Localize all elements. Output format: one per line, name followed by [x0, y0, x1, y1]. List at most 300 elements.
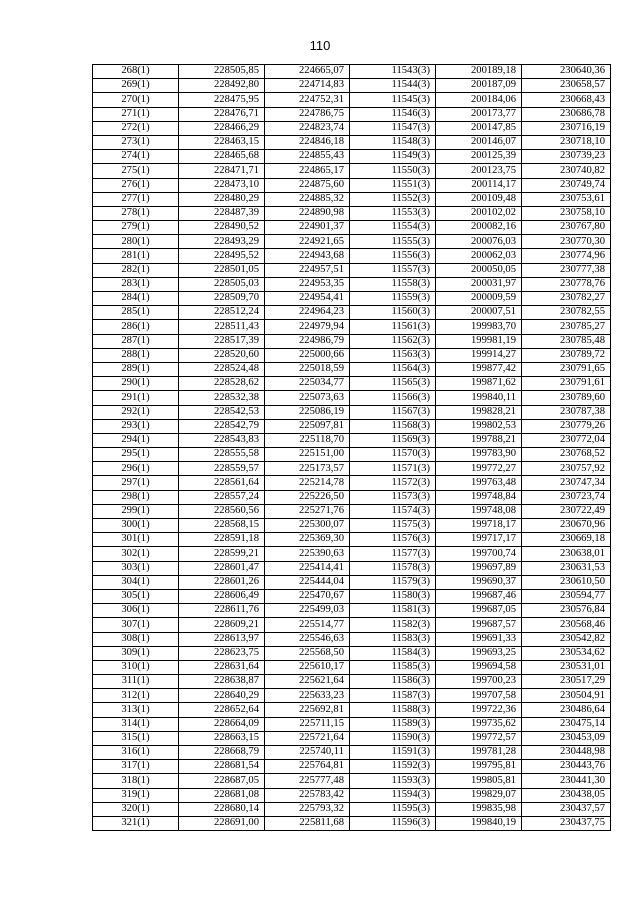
y-coordinate-cell: 230448,98	[522, 746, 611, 760]
x-coordinate-cell: 228505,85	[179, 65, 265, 79]
x-coordinate-cell: 199781,28	[436, 746, 522, 760]
point-id-cell: 319(1)	[93, 788, 179, 802]
x-coordinate-cell: 228465,68	[179, 150, 265, 164]
y-coordinate-cell: 230779,26	[522, 419, 611, 433]
point-id-cell: 11555(3)	[350, 235, 436, 249]
x-coordinate-cell: 200125,39	[436, 150, 522, 164]
table-row	[93, 150, 611, 164]
table-row	[93, 561, 611, 575]
y-coordinate-cell: 230517,29	[522, 675, 611, 689]
x-coordinate-cell: 199722,36	[436, 703, 522, 717]
y-coordinate-cell: 225369,30	[265, 533, 350, 547]
y-coordinate-cell: 230669,18	[522, 533, 611, 547]
table-row	[93, 121, 611, 135]
table-row	[93, 604, 611, 618]
x-coordinate-cell: 199690,37	[436, 575, 522, 589]
point-id-cell: 315(1)	[93, 731, 179, 745]
table-row	[93, 774, 611, 788]
point-id-cell: 317(1)	[93, 760, 179, 774]
point-id-cell: 296(1)	[93, 462, 179, 476]
x-coordinate-cell: 228663,15	[179, 731, 265, 745]
x-coordinate-cell: 228528,62	[179, 377, 265, 391]
y-coordinate-cell: 225793,32	[265, 802, 350, 816]
point-id-cell: 11565(3)	[350, 377, 436, 391]
point-id-cell: 269(1)	[93, 79, 179, 93]
point-id-cell: 316(1)	[93, 746, 179, 760]
y-coordinate-cell: 230770,30	[522, 235, 611, 249]
table-row	[93, 717, 611, 731]
x-coordinate-cell: 200009,59	[436, 292, 522, 306]
table-row	[93, 589, 611, 603]
x-coordinate-cell: 228492,80	[179, 79, 265, 93]
y-coordinate-cell: 225811,68	[265, 816, 350, 830]
point-id-cell: 11591(3)	[350, 746, 436, 760]
point-id-cell: 11569(3)	[350, 433, 436, 447]
table-row	[93, 377, 611, 391]
x-coordinate-cell: 228543,83	[179, 433, 265, 447]
y-coordinate-cell: 225621,64	[265, 675, 350, 689]
x-coordinate-cell: 228601,26	[179, 575, 265, 589]
x-coordinate-cell: 228561,64	[179, 476, 265, 490]
y-coordinate-cell: 224752,31	[265, 93, 350, 107]
y-coordinate-cell: 224921,65	[265, 235, 350, 249]
x-coordinate-cell: 199694,58	[436, 660, 522, 674]
table-row	[93, 178, 611, 192]
y-coordinate-cell: 224953,35	[265, 277, 350, 291]
table-row	[93, 547, 611, 561]
point-id-cell: 11545(3)	[350, 93, 436, 107]
y-coordinate-cell: 230772,04	[522, 433, 611, 447]
x-coordinate-cell: 199700,74	[436, 547, 522, 561]
y-coordinate-cell: 230789,60	[522, 391, 611, 405]
point-id-cell: 11596(3)	[350, 816, 436, 830]
x-coordinate-cell: 228480,29	[179, 192, 265, 206]
x-coordinate-cell: 199795,81	[436, 760, 522, 774]
y-coordinate-cell: 224964,23	[265, 306, 350, 320]
y-coordinate-cell: 225711,15	[265, 717, 350, 731]
y-coordinate-cell: 230443,76	[522, 760, 611, 774]
x-coordinate-cell: 200147,85	[436, 121, 522, 135]
table-row	[93, 65, 611, 79]
point-id-cell: 272(1)	[93, 121, 179, 135]
point-id-cell: 305(1)	[93, 589, 179, 603]
table-row	[93, 689, 611, 703]
point-id-cell: 284(1)	[93, 292, 179, 306]
x-coordinate-cell: 199735,62	[436, 717, 522, 731]
point-id-cell: 11559(3)	[350, 292, 436, 306]
point-id-cell: 11575(3)	[350, 519, 436, 533]
y-coordinate-cell: 230753,61	[522, 192, 611, 206]
y-coordinate-cell: 230438,05	[522, 788, 611, 802]
x-coordinate-cell: 199687,57	[436, 618, 522, 632]
y-coordinate-cell: 230437,57	[522, 802, 611, 816]
coordinates-table	[92, 64, 611, 831]
x-coordinate-cell: 228495,52	[179, 249, 265, 263]
y-coordinate-cell: 225610,17	[265, 660, 350, 674]
table-row	[93, 476, 611, 490]
y-coordinate-cell: 230758,10	[522, 206, 611, 220]
y-coordinate-cell: 225390,63	[265, 547, 350, 561]
x-coordinate-cell: 228473,10	[179, 178, 265, 192]
point-id-cell: 11586(3)	[350, 675, 436, 689]
x-coordinate-cell: 200173,77	[436, 107, 522, 121]
y-coordinate-cell: 230441,30	[522, 774, 611, 788]
y-coordinate-cell: 224823,74	[265, 121, 350, 135]
y-coordinate-cell: 230631,53	[522, 561, 611, 575]
x-coordinate-cell: 199805,81	[436, 774, 522, 788]
point-id-cell: 11577(3)	[350, 547, 436, 561]
x-coordinate-cell: 199763,48	[436, 476, 522, 490]
point-id-cell: 292(1)	[93, 405, 179, 419]
point-id-cell: 321(1)	[93, 816, 179, 830]
point-id-cell: 270(1)	[93, 93, 179, 107]
table-row	[93, 788, 611, 802]
y-coordinate-cell: 225568,50	[265, 646, 350, 660]
y-coordinate-cell: 230785,48	[522, 334, 611, 348]
x-coordinate-cell: 228557,24	[179, 490, 265, 504]
table-row	[93, 348, 611, 362]
x-coordinate-cell: 228471,71	[179, 164, 265, 178]
x-coordinate-cell: 228611,76	[179, 604, 265, 618]
y-coordinate-cell: 230718,10	[522, 135, 611, 149]
table-row	[93, 618, 611, 632]
y-coordinate-cell: 230640,36	[522, 65, 611, 79]
table-row	[93, 263, 611, 277]
x-coordinate-cell: 228542,79	[179, 419, 265, 433]
point-id-cell: 11551(3)	[350, 178, 436, 192]
y-coordinate-cell: 230739,23	[522, 150, 611, 164]
point-id-cell: 294(1)	[93, 433, 179, 447]
x-coordinate-cell: 200102,02	[436, 206, 522, 220]
point-id-cell: 11560(3)	[350, 306, 436, 320]
y-coordinate-cell: 224986,79	[265, 334, 350, 348]
y-coordinate-cell: 225173,57	[265, 462, 350, 476]
x-coordinate-cell: 200076,03	[436, 235, 522, 249]
point-id-cell: 11572(3)	[350, 476, 436, 490]
x-coordinate-cell: 199687,05	[436, 604, 522, 618]
point-id-cell: 11571(3)	[350, 462, 436, 476]
x-coordinate-cell: 228599,21	[179, 547, 265, 561]
point-id-cell: 268(1)	[93, 65, 179, 79]
point-id-cell: 312(1)	[93, 689, 179, 703]
x-coordinate-cell: 199693,25	[436, 646, 522, 660]
point-id-cell: 11574(3)	[350, 504, 436, 518]
y-coordinate-cell: 225692,81	[265, 703, 350, 717]
y-coordinate-cell: 225086,19	[265, 405, 350, 419]
point-id-cell: 271(1)	[93, 107, 179, 121]
point-id-cell: 278(1)	[93, 206, 179, 220]
y-coordinate-cell: 230791,65	[522, 362, 611, 376]
x-coordinate-cell: 200189,18	[436, 65, 522, 79]
point-id-cell: 11579(3)	[350, 575, 436, 589]
x-coordinate-cell: 199840,11	[436, 391, 522, 405]
x-coordinate-cell: 199718,17	[436, 519, 522, 533]
table-row	[93, 206, 611, 220]
point-id-cell: 320(1)	[93, 802, 179, 816]
point-id-cell: 297(1)	[93, 476, 179, 490]
point-id-cell: 300(1)	[93, 519, 179, 533]
point-id-cell: 288(1)	[93, 348, 179, 362]
y-coordinate-cell: 225214,78	[265, 476, 350, 490]
table-row	[93, 362, 611, 376]
table-row	[93, 405, 611, 419]
y-coordinate-cell: 230774,96	[522, 249, 611, 263]
y-coordinate-cell: 230594,77	[522, 589, 611, 603]
y-coordinate-cell: 224786,75	[265, 107, 350, 121]
y-coordinate-cell: 230668,43	[522, 93, 611, 107]
point-id-cell: 11544(3)	[350, 79, 436, 93]
table-row	[93, 419, 611, 433]
point-id-cell: 11554(3)	[350, 221, 436, 235]
x-coordinate-cell: 228524,48	[179, 362, 265, 376]
table-row	[93, 93, 611, 107]
point-id-cell: 11595(3)	[350, 802, 436, 816]
y-coordinate-cell: 225633,23	[265, 689, 350, 703]
y-coordinate-cell: 230568,46	[522, 618, 611, 632]
point-id-cell: 11566(3)	[350, 391, 436, 405]
table-row	[93, 391, 611, 405]
point-id-cell: 279(1)	[93, 221, 179, 235]
point-id-cell: 11573(3)	[350, 490, 436, 504]
y-coordinate-cell: 225414,41	[265, 561, 350, 575]
y-coordinate-cell: 230658,57	[522, 79, 611, 93]
point-id-cell: 293(1)	[93, 419, 179, 433]
y-coordinate-cell: 230486,64	[522, 703, 611, 717]
point-id-cell: 11563(3)	[350, 348, 436, 362]
y-coordinate-cell: 230777,38	[522, 263, 611, 277]
point-id-cell: 310(1)	[93, 660, 179, 674]
table-row	[93, 292, 611, 306]
x-coordinate-cell: 199983,70	[436, 320, 522, 334]
table-row	[93, 519, 611, 533]
point-id-cell: 275(1)	[93, 164, 179, 178]
point-id-cell: 11558(3)	[350, 277, 436, 291]
x-coordinate-cell: 199840,19	[436, 816, 522, 830]
y-coordinate-cell: 225097,81	[265, 419, 350, 433]
y-coordinate-cell: 224979,94	[265, 320, 350, 334]
x-coordinate-cell: 199877,42	[436, 362, 522, 376]
point-id-cell: 11589(3)	[350, 717, 436, 731]
x-coordinate-cell: 199687,46	[436, 589, 522, 603]
point-id-cell: 281(1)	[93, 249, 179, 263]
y-coordinate-cell: 225000,66	[265, 348, 350, 362]
point-id-cell: 11570(3)	[350, 448, 436, 462]
x-coordinate-cell: 200187,09	[436, 79, 522, 93]
table-row	[93, 135, 611, 149]
y-coordinate-cell: 230778,76	[522, 277, 611, 291]
y-coordinate-cell: 230638,01	[522, 547, 611, 561]
y-coordinate-cell: 225271,76	[265, 504, 350, 518]
y-coordinate-cell: 225470,67	[265, 589, 350, 603]
table-row	[93, 533, 611, 547]
x-coordinate-cell: 199707,58	[436, 689, 522, 703]
point-id-cell: 11583(3)	[350, 632, 436, 646]
y-coordinate-cell: 225499,03	[265, 604, 350, 618]
point-id-cell: 11582(3)	[350, 618, 436, 632]
x-coordinate-cell: 228668,79	[179, 746, 265, 760]
x-coordinate-cell: 228532,38	[179, 391, 265, 405]
x-coordinate-cell: 228606,49	[179, 589, 265, 603]
x-coordinate-cell: 228559,57	[179, 462, 265, 476]
y-coordinate-cell: 225783,42	[265, 788, 350, 802]
x-coordinate-cell: 199835,98	[436, 802, 522, 816]
y-coordinate-cell: 230768,52	[522, 448, 611, 462]
y-coordinate-cell: 230504,91	[522, 689, 611, 703]
table-row	[93, 575, 611, 589]
x-coordinate-cell: 228520,60	[179, 348, 265, 362]
point-id-cell: 286(1)	[93, 320, 179, 334]
point-id-cell: 318(1)	[93, 774, 179, 788]
x-coordinate-cell: 228517,39	[179, 334, 265, 348]
x-coordinate-cell: 228680,14	[179, 802, 265, 816]
table-row	[93, 632, 611, 646]
point-id-cell: 313(1)	[93, 703, 179, 717]
point-id-cell: 302(1)	[93, 547, 179, 561]
y-coordinate-cell: 224890,98	[265, 206, 350, 220]
table-row	[93, 660, 611, 674]
point-id-cell: 11592(3)	[350, 760, 436, 774]
y-coordinate-cell: 230670,96	[522, 519, 611, 533]
y-coordinate-cell: 224885,32	[265, 192, 350, 206]
y-coordinate-cell: 224954,41	[265, 292, 350, 306]
x-coordinate-cell: 228476,71	[179, 107, 265, 121]
y-coordinate-cell: 230610,50	[522, 575, 611, 589]
x-coordinate-cell: 228568,15	[179, 519, 265, 533]
x-coordinate-cell: 199748,84	[436, 490, 522, 504]
y-coordinate-cell: 224846,18	[265, 135, 350, 149]
x-coordinate-cell: 199772,27	[436, 462, 522, 476]
x-coordinate-cell: 199772,57	[436, 731, 522, 745]
x-coordinate-cell: 228487,39	[179, 206, 265, 220]
point-id-cell: 298(1)	[93, 490, 179, 504]
point-id-cell: 277(1)	[93, 192, 179, 206]
point-id-cell: 11564(3)	[350, 362, 436, 376]
x-coordinate-cell: 200007,51	[436, 306, 522, 320]
table-row	[93, 731, 611, 745]
y-coordinate-cell: 230531,01	[522, 660, 611, 674]
x-coordinate-cell: 228623,75	[179, 646, 265, 660]
x-coordinate-cell: 199871,62	[436, 377, 522, 391]
point-id-cell: 307(1)	[93, 618, 179, 632]
point-id-cell: 11585(3)	[350, 660, 436, 674]
x-coordinate-cell: 200146,07	[436, 135, 522, 149]
y-coordinate-cell: 230723,74	[522, 490, 611, 504]
table-row	[93, 703, 611, 717]
point-id-cell: 274(1)	[93, 150, 179, 164]
point-id-cell: 11562(3)	[350, 334, 436, 348]
y-coordinate-cell: 230791,61	[522, 377, 611, 391]
table-row	[93, 79, 611, 93]
x-coordinate-cell: 199697,89	[436, 561, 522, 575]
table-row	[93, 675, 611, 689]
x-coordinate-cell: 228681,54	[179, 760, 265, 774]
y-coordinate-cell: 225073,63	[265, 391, 350, 405]
point-id-cell: 11576(3)	[350, 533, 436, 547]
x-coordinate-cell: 200123,75	[436, 164, 522, 178]
x-coordinate-cell: 200109,48	[436, 192, 522, 206]
point-id-cell: 289(1)	[93, 362, 179, 376]
point-id-cell: 11580(3)	[350, 589, 436, 603]
x-coordinate-cell: 228652,64	[179, 703, 265, 717]
point-id-cell: 276(1)	[93, 178, 179, 192]
y-coordinate-cell: 225740,11	[265, 746, 350, 760]
point-id-cell: 299(1)	[93, 504, 179, 518]
table-row	[93, 802, 611, 816]
point-id-cell: 308(1)	[93, 632, 179, 646]
x-coordinate-cell: 228493,29	[179, 235, 265, 249]
point-id-cell: 11552(3)	[350, 192, 436, 206]
y-coordinate-cell: 224865,17	[265, 164, 350, 178]
x-coordinate-cell: 228511,43	[179, 320, 265, 334]
x-coordinate-cell: 228691,00	[179, 816, 265, 830]
y-coordinate-cell: 230475,14	[522, 717, 611, 731]
point-id-cell: 11550(3)	[350, 164, 436, 178]
point-id-cell: 11553(3)	[350, 206, 436, 220]
x-coordinate-cell: 199829,07	[436, 788, 522, 802]
y-coordinate-cell: 230747,34	[522, 476, 611, 490]
point-id-cell: 11593(3)	[350, 774, 436, 788]
y-coordinate-cell: 225300,07	[265, 519, 350, 533]
y-coordinate-cell: 224855,43	[265, 150, 350, 164]
y-coordinate-cell: 224901,37	[265, 221, 350, 235]
x-coordinate-cell: 199717,17	[436, 533, 522, 547]
x-coordinate-cell: 200114,17	[436, 178, 522, 192]
x-coordinate-cell: 228613,97	[179, 632, 265, 646]
table-row	[93, 221, 611, 235]
x-coordinate-cell: 228466,29	[179, 121, 265, 135]
y-coordinate-cell: 230749,74	[522, 178, 611, 192]
point-id-cell: 11567(3)	[350, 405, 436, 419]
table-row	[93, 646, 611, 660]
x-coordinate-cell: 199788,21	[436, 433, 522, 447]
page-number: 110	[309, 38, 331, 53]
x-coordinate-cell: 228560,56	[179, 504, 265, 518]
y-coordinate-cell: 225034,77	[265, 377, 350, 391]
y-coordinate-cell: 225118,70	[265, 433, 350, 447]
x-coordinate-cell: 199828,21	[436, 405, 522, 419]
y-coordinate-cell: 230789,72	[522, 348, 611, 362]
y-coordinate-cell: 230767,80	[522, 221, 611, 235]
point-id-cell: 11594(3)	[350, 788, 436, 802]
x-coordinate-cell: 228687,05	[179, 774, 265, 788]
y-coordinate-cell: 230757,92	[522, 462, 611, 476]
x-coordinate-cell: 199700,23	[436, 675, 522, 689]
x-coordinate-cell: 228475,95	[179, 93, 265, 107]
point-id-cell: 11543(3)	[350, 65, 436, 79]
table-row	[93, 816, 611, 830]
x-coordinate-cell: 228555,58	[179, 448, 265, 462]
x-coordinate-cell: 228640,29	[179, 689, 265, 703]
table-row	[93, 462, 611, 476]
x-coordinate-cell: 199691,33	[436, 632, 522, 646]
point-id-cell: 11561(3)	[350, 320, 436, 334]
table-row	[93, 433, 611, 447]
y-coordinate-cell: 224665,07	[265, 65, 350, 79]
x-coordinate-cell: 228631,64	[179, 660, 265, 674]
table-row	[93, 164, 611, 178]
point-id-cell: 11546(3)	[350, 107, 436, 121]
x-coordinate-cell: 200062,03	[436, 249, 522, 263]
x-coordinate-cell: 228512,24	[179, 306, 265, 320]
point-id-cell: 311(1)	[93, 675, 179, 689]
x-coordinate-cell: 228609,21	[179, 618, 265, 632]
point-id-cell: 11568(3)	[350, 419, 436, 433]
table-row	[93, 504, 611, 518]
y-coordinate-cell: 230782,55	[522, 306, 611, 320]
table-row	[93, 192, 611, 206]
point-id-cell: 280(1)	[93, 235, 179, 249]
y-coordinate-cell: 230787,38	[522, 405, 611, 419]
